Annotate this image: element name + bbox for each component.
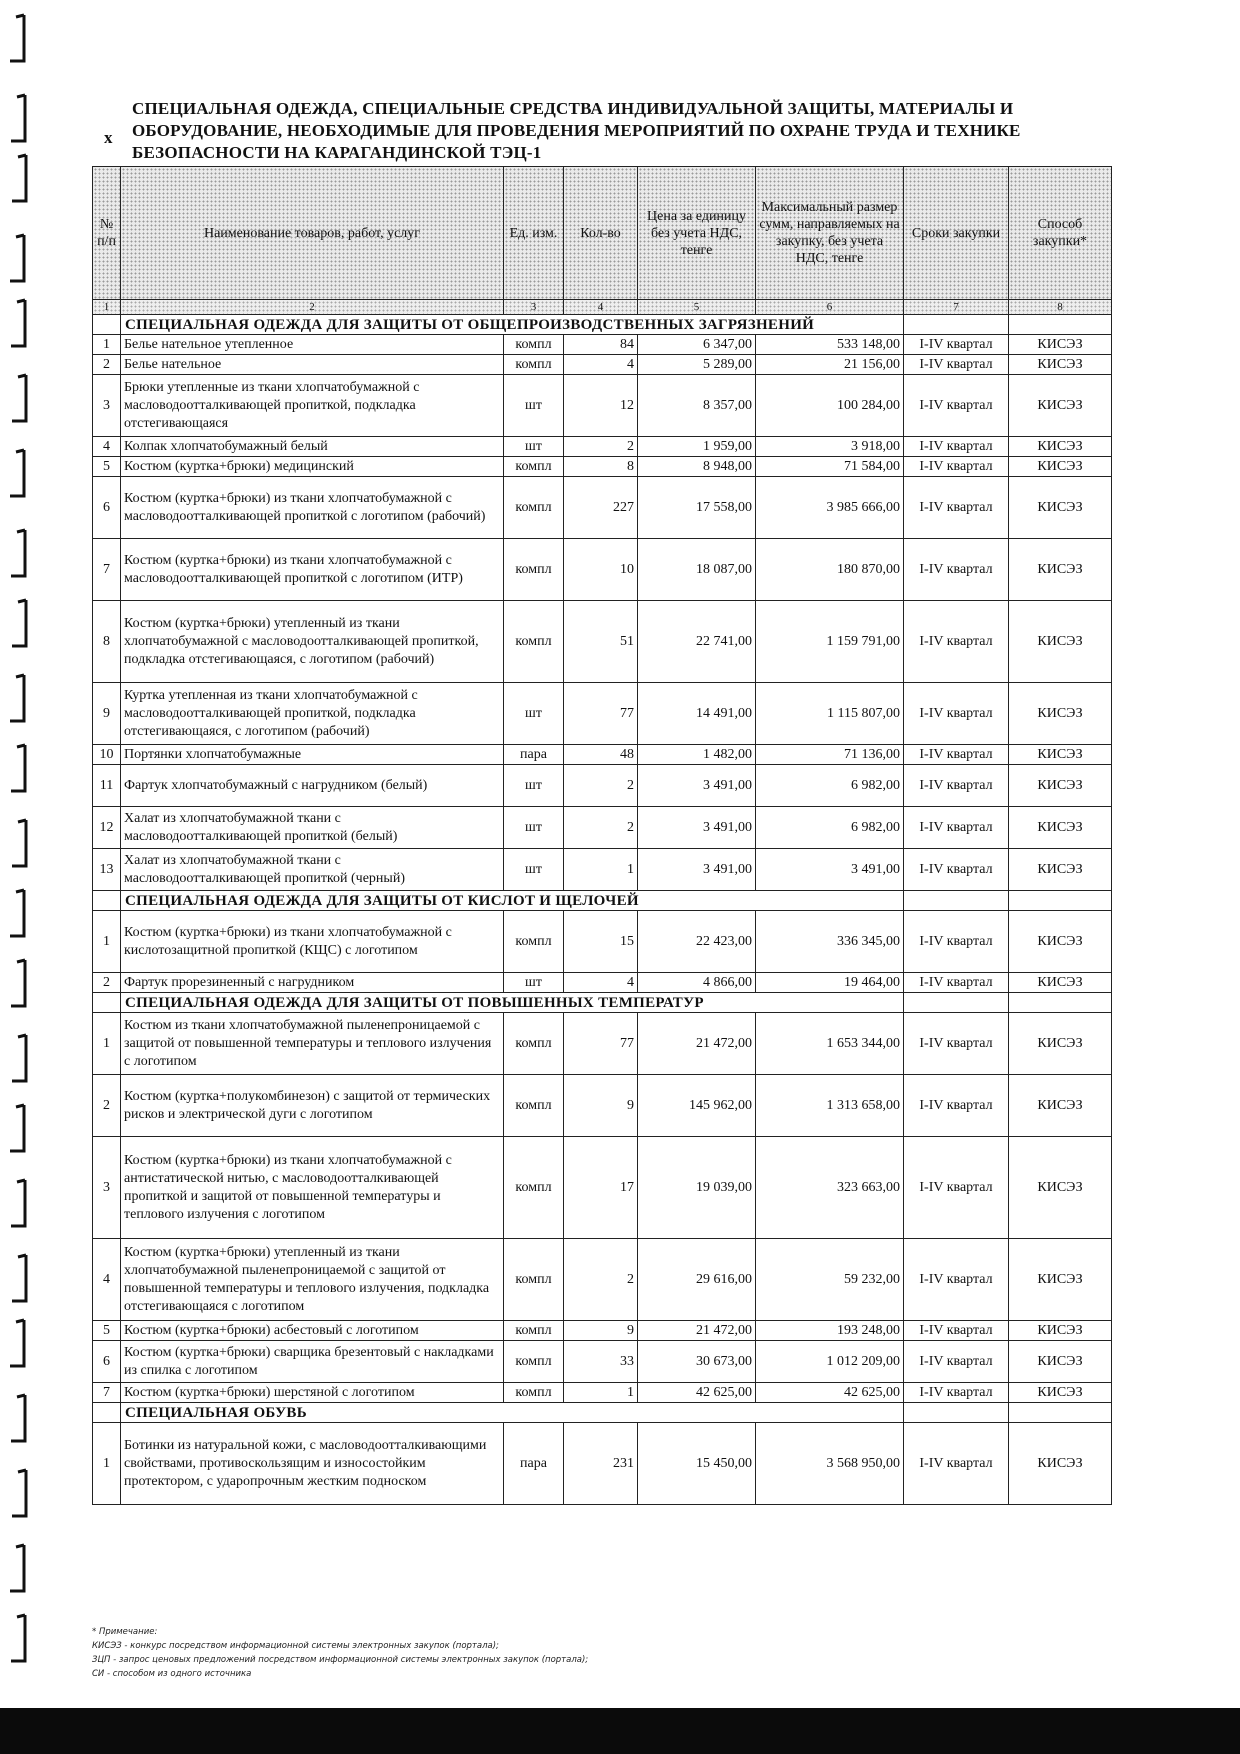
section-empty-cell — [904, 1403, 1009, 1423]
max-sum: 1 159 791,00 — [756, 601, 904, 683]
max-sum: 6 982,00 — [756, 807, 904, 849]
table-row — [93, 1075, 1112, 1137]
binding-mark — [11, 1180, 25, 1226]
unit-price: 145 962,00 — [638, 1075, 756, 1137]
unit-of-measure: компл — [504, 1239, 564, 1321]
row-number: 1 — [93, 1423, 121, 1505]
unit-price: 4 866,00 — [638, 973, 756, 993]
section-num-cell — [93, 891, 121, 911]
row-number: 2 — [93, 973, 121, 993]
quantity: 77 — [564, 1013, 638, 1075]
max-sum: 193 248,00 — [756, 1321, 904, 1341]
scan-bottom-edge — [0, 1708, 1240, 1754]
unit-of-measure: шт — [504, 973, 564, 993]
table-row — [93, 1137, 1112, 1239]
procurement-method: КИСЭЗ — [1009, 601, 1112, 683]
row-number: 5 — [93, 457, 121, 477]
unit-price: 8 948,00 — [638, 457, 756, 477]
procurement-period: I-IV квартал — [904, 683, 1009, 745]
section-empty-cell — [1009, 315, 1112, 335]
unit-of-measure: шт — [504, 849, 564, 891]
procurement-period: I-IV квартал — [904, 437, 1009, 457]
procurement-method: КИСЭЗ — [1009, 1075, 1112, 1137]
row-number: 6 — [93, 1341, 121, 1383]
row-number: 6 — [93, 477, 121, 539]
procurement-period: I-IV квартал — [904, 539, 1009, 601]
item-name: Куртка утепленная из ткани хлопчатобумажной с масловодоотталкивающей пропиткой, подкладка отстегивающаяся, с логотипом (рабочий) — [121, 683, 504, 745]
max-sum: 59 232,00 — [756, 1239, 904, 1321]
binding-mark — [10, 235, 24, 281]
unit-price: 21 472,00 — [638, 1013, 756, 1075]
item-name: Белье нательное — [121, 355, 504, 375]
unit-price: 3 491,00 — [638, 765, 756, 807]
procurement-method: КИСЭЗ — [1009, 1239, 1112, 1321]
table-row — [93, 1239, 1112, 1321]
binding-mark — [11, 960, 25, 1006]
column-number: 8 — [1009, 300, 1112, 315]
procurement-method: КИСЭЗ — [1009, 457, 1112, 477]
unit-price: 3 491,00 — [638, 849, 756, 891]
procurement-period: I-IV квартал — [904, 973, 1009, 993]
binding-mark — [10, 890, 24, 936]
section-empty-cell — [904, 993, 1009, 1013]
table-body — [93, 315, 1112, 1505]
binding-mark — [10, 1105, 24, 1151]
section-num-cell — [93, 993, 121, 1013]
procurement-method: КИСЭЗ — [1009, 1423, 1112, 1505]
binding-mark — [10, 15, 24, 61]
binding-mark — [10, 675, 24, 721]
binding-mark — [12, 1470, 26, 1516]
max-sum: 336 345,00 — [756, 911, 904, 973]
unit-price: 22 741,00 — [638, 601, 756, 683]
unit-of-measure: компл — [504, 1321, 564, 1341]
column-number-row — [93, 300, 1112, 315]
procurement-method: КИСЭЗ — [1009, 437, 1112, 457]
item-name: Портянки хлопчатобумажные — [121, 745, 504, 765]
item-name: Брюки утепленные из ткани хлопчатобумажной с масловодоотталкивающей пропиткой, подкладка отстегивающаяся — [121, 375, 504, 437]
binding-mark — [12, 1255, 26, 1301]
quantity: 9 — [564, 1075, 638, 1137]
item-name: Костюм (куртка+брюки) шерстяной с логотипом — [121, 1383, 504, 1403]
item-name: Костюм (куртка+брюки) сварщика брезентовый с накладками из спилка с логотипом — [121, 1341, 504, 1383]
row-number: 1 — [93, 335, 121, 355]
header-max-sum: Максимальный размер сумм, направляемых на закупку, без учета НДС, тенге — [756, 167, 904, 300]
item-name: Белье нательное утепленное — [121, 335, 504, 355]
binding-mark — [10, 1545, 24, 1591]
row-number: 5 — [93, 1321, 121, 1341]
section-title: СПЕЦИАЛЬНАЯ ОДЕЖДА ДЛЯ ЗАЩИТЫ ОТ КИСЛОТ И ЩЕЛОЧЕЙ — [121, 891, 904, 911]
unit-price: 15 450,00 — [638, 1423, 756, 1505]
quantity: 2 — [564, 765, 638, 807]
item-name: Костюм (куртка+брюки) из ткани хлопчатобумажной с масловодоотталкивающей пропиткой с логотипом (ИТР) — [121, 539, 504, 601]
table-row — [93, 457, 1112, 477]
unit-price: 21 472,00 — [638, 1321, 756, 1341]
row-number: 2 — [93, 355, 121, 375]
procurement-period: I-IV квартал — [904, 1239, 1009, 1321]
section-header-row — [93, 315, 1112, 335]
header-num: № п/п — [93, 167, 121, 300]
max-sum: 3 918,00 — [756, 437, 904, 457]
quantity: 1 — [564, 1383, 638, 1403]
unit-price: 42 625,00 — [638, 1383, 756, 1403]
quantity: 17 — [564, 1137, 638, 1239]
table-row — [93, 335, 1112, 355]
section-num-cell — [93, 1403, 121, 1423]
unit-of-measure: компл — [504, 539, 564, 601]
quantity: 4 — [564, 973, 638, 993]
procurement-method: КИСЭЗ — [1009, 375, 1112, 437]
row-number: 9 — [93, 683, 121, 745]
row-number: 2 — [93, 1075, 121, 1137]
quantity: 33 — [564, 1341, 638, 1383]
item-name: Халат из хлопчатобумажной ткани с масловодоотталкивающей пропиткой (черный) — [121, 849, 504, 891]
max-sum: 3 491,00 — [756, 849, 904, 891]
unit-of-measure: пара — [504, 1423, 564, 1505]
unit-of-measure: шт — [504, 437, 564, 457]
procurement-period: I-IV квартал — [904, 1013, 1009, 1075]
section-empty-cell — [1009, 993, 1112, 1013]
spiral-binding-marks — [0, 0, 60, 1680]
unit-of-measure: компл — [504, 1013, 564, 1075]
procurement-method: КИСЭЗ — [1009, 1341, 1112, 1383]
binding-mark — [10, 1320, 24, 1366]
unit-of-measure: шт — [504, 375, 564, 437]
max-sum: 3 568 950,00 — [756, 1423, 904, 1505]
unit-of-measure: компл — [504, 1341, 564, 1383]
binding-mark — [11, 745, 25, 791]
binding-mark — [12, 600, 26, 646]
procurement-period: I-IV квартал — [904, 477, 1009, 539]
item-name: Костюм (куртка+брюки) из ткани хлопчатобумажной с антистатической нитью, с масловодоотталкивающей пропиткой и защитой от повышенной температуры и теплового излучения с логотипом — [121, 1137, 504, 1239]
procurement-period: I-IV квартал — [904, 1137, 1009, 1239]
row-number: 1 — [93, 1013, 121, 1075]
procurement-period: I-IV квартал — [904, 355, 1009, 375]
max-sum: 71 584,00 — [756, 457, 904, 477]
procurement-method: КИСЭЗ — [1009, 807, 1112, 849]
table-row — [93, 601, 1112, 683]
table-row — [93, 375, 1112, 437]
margin-mark: х — [104, 128, 113, 147]
quantity: 2 — [564, 437, 638, 457]
header-period: Сроки закупки — [904, 167, 1009, 300]
max-sum: 19 464,00 — [756, 973, 904, 993]
procurement-period: I-IV квартал — [904, 335, 1009, 355]
procurement-method: КИСЭЗ — [1009, 477, 1112, 539]
quantity: 77 — [564, 683, 638, 745]
table-row — [93, 355, 1112, 375]
column-number: 4 — [564, 300, 638, 315]
max-sum: 6 982,00 — [756, 765, 904, 807]
section-num-cell — [93, 315, 121, 335]
binding-mark — [11, 1615, 25, 1661]
unit-of-measure: компл — [504, 457, 564, 477]
footnotes — [92, 1625, 792, 1681]
quantity: 8 — [564, 457, 638, 477]
procurement-method: КИСЭЗ — [1009, 683, 1112, 745]
procurement-method: КИСЭЗ — [1009, 849, 1112, 891]
column-number: 7 — [904, 300, 1009, 315]
binding-mark — [12, 375, 26, 421]
quantity: 2 — [564, 1239, 638, 1321]
header-price: Цена за единицу без учета НДС, тенге — [638, 167, 756, 300]
item-name: Костюм (куртка+брюки) из ткани хлопчатобумажной с масловодоотталкивающей пропиткой с логотипом (рабочий) — [121, 477, 504, 539]
section-empty-cell — [904, 315, 1009, 335]
binding-mark — [11, 1395, 25, 1441]
unit-price: 22 423,00 — [638, 911, 756, 973]
unit-of-measure: шт — [504, 807, 564, 849]
procurement-method: КИСЭЗ — [1009, 1137, 1112, 1239]
footnote-line: ЗЦП - запрос ценовых предложений посредством информационной системы электронных закупок (портала); — [92, 1655, 589, 1665]
item-name: Костюм (куртка+брюки) из ткани хлопчатобумажной с кислотозащитной пропиткой (КЩС) с логотипом — [121, 911, 504, 973]
unit-price: 8 357,00 — [638, 375, 756, 437]
max-sum: 1 115 807,00 — [756, 683, 904, 745]
header-name: Наименование товаров, работ, услуг — [121, 167, 504, 300]
document-title: СПЕЦИАЛЬНАЯ ОДЕЖДА, СПЕЦИАЛЬНЫЕ СРЕДСТВА ИНДИВИДУАЛЬНОЙ ЗАЩИТЫ, МАТЕРИАЛЫ И ОБОРУДОВАНИЕ, НЕОБХОДИМЫЕ ДЛЯ ПРОВЕДЕНИЯ МЕРОПРИЯТИЙ ПО ОХРАНЕ ТРУДА И ТЕХНИКЕ БЕЗОПАСНОСТИ НА КАРАГАНДИНСКОЙ ТЭЦ-1 — [132, 99, 1021, 162]
column-number: 5 — [638, 300, 756, 315]
row-number: 1 — [93, 911, 121, 973]
quantity: 231 — [564, 1423, 638, 1505]
table-row — [93, 437, 1112, 457]
table-row — [93, 745, 1112, 765]
procurement-method: КИСЭЗ — [1009, 539, 1112, 601]
binding-mark — [10, 450, 24, 496]
table-row — [93, 477, 1112, 539]
max-sum: 180 870,00 — [756, 539, 904, 601]
unit-of-measure: компл — [504, 1383, 564, 1403]
item-name: Костюм из ткани хлопчатобумажной пыленепроницаемой с защитой от повышенной температуры и теплового излучения с логотипом — [121, 1013, 504, 1075]
max-sum: 3 985 666,00 — [756, 477, 904, 539]
quantity: 2 — [564, 807, 638, 849]
procurement-period: I-IV квартал — [904, 911, 1009, 973]
binding-mark — [12, 1035, 26, 1081]
procurement-period: I-IV квартал — [904, 457, 1009, 477]
header-method: Способ закупки* — [1009, 167, 1112, 300]
unit-of-measure: компл — [504, 601, 564, 683]
max-sum: 100 284,00 — [756, 375, 904, 437]
unit-of-measure: компл — [504, 1075, 564, 1137]
row-number: 7 — [93, 539, 121, 601]
unit-price: 17 558,00 — [638, 477, 756, 539]
row-number: 13 — [93, 849, 121, 891]
procurement-period: I-IV квартал — [904, 375, 1009, 437]
max-sum: 533 148,00 — [756, 335, 904, 355]
procurement-period: I-IV квартал — [904, 765, 1009, 807]
row-number: 12 — [93, 807, 121, 849]
unit-of-measure: шт — [504, 765, 564, 807]
row-number: 4 — [93, 1239, 121, 1321]
quantity: 51 — [564, 601, 638, 683]
max-sum: 323 663,00 — [756, 1137, 904, 1239]
procurement-period: I-IV квартал — [904, 1423, 1009, 1505]
procurement-method: КИСЭЗ — [1009, 335, 1112, 355]
unit-price: 18 087,00 — [638, 539, 756, 601]
unit-of-measure: компл — [504, 355, 564, 375]
max-sum: 1 653 344,00 — [756, 1013, 904, 1075]
item-name: Колпак хлопчатобумажный белый — [121, 437, 504, 457]
quantity: 1 — [564, 849, 638, 891]
binding-mark — [11, 95, 25, 141]
footnote-line: СИ - способом из одного источника — [92, 1669, 252, 1679]
binding-mark — [12, 155, 26, 201]
unit-of-measure: компл — [504, 477, 564, 539]
item-name: Фартук прорезиненный с нагрудником — [121, 973, 504, 993]
procurement-method: КИСЭЗ — [1009, 355, 1112, 375]
procurement-period: I-IV квартал — [904, 601, 1009, 683]
row-number: 3 — [93, 1137, 121, 1239]
item-name: Костюм (куртка+брюки) утепленный из ткани хлопчатобумажной пыленепроницаемой с защитой от повышенной температуры и теплового излучения, подкладка отстегивающаяся с логотипом — [121, 1239, 504, 1321]
max-sum: 42 625,00 — [756, 1383, 904, 1403]
section-empty-cell — [1009, 1403, 1112, 1423]
section-header-row — [93, 993, 1112, 1013]
header-qty: Кол-во — [564, 167, 638, 300]
max-sum: 71 136,00 — [756, 745, 904, 765]
item-name: Фартук хлопчатобумажный с нагрудником (белый) — [121, 765, 504, 807]
procurement-method: КИСЭЗ — [1009, 1321, 1112, 1341]
row-number: 11 — [93, 765, 121, 807]
procurement-period: I-IV квартал — [904, 849, 1009, 891]
column-number: 3 — [504, 300, 564, 315]
table-row — [93, 911, 1112, 973]
table-row — [93, 1341, 1112, 1383]
item-name: Ботинки из натуральной кожи, с масловодоотталкивающими свойствами, противоскользящим и износостойким протектором, с ударопрочным жестким подноском — [121, 1423, 504, 1505]
binding-mark — [11, 530, 25, 576]
table-row — [93, 1321, 1112, 1341]
quantity: 9 — [564, 1321, 638, 1341]
section-title: СПЕЦИАЛЬНАЯ ОБУВЬ — [121, 1403, 904, 1423]
item-name: Костюм (куртка+брюки) асбестовый с логотипом — [121, 1321, 504, 1341]
quantity: 10 — [564, 539, 638, 601]
procurement-period: I-IV квартал — [904, 1075, 1009, 1137]
procurement-period: I-IV квартал — [904, 1383, 1009, 1403]
column-number: 1 — [93, 300, 121, 315]
unit-price: 6 347,00 — [638, 335, 756, 355]
item-name: Костюм (куртка+брюки) утепленный из ткани хлопчатобумажной с масловодоотталкивающей пропиткой, подкладка отстегивающаяся, с логотипом (рабочий) — [121, 601, 504, 683]
quantity: 12 — [564, 375, 638, 437]
unit-price: 14 491,00 — [638, 683, 756, 745]
unit-of-measure: пара — [504, 745, 564, 765]
row-number: 8 — [93, 601, 121, 683]
row-number: 10 — [93, 745, 121, 765]
procurement-method: КИСЭЗ — [1009, 1013, 1112, 1075]
row-number: 7 — [93, 1383, 121, 1403]
unit-of-measure: компл — [504, 335, 564, 355]
procurement-method: КИСЭЗ — [1009, 765, 1112, 807]
table-row — [93, 807, 1112, 849]
binding-mark — [11, 300, 25, 346]
item-name: Костюм (куртка+полукомбинезон) с защитой от термических рисков и электрической дуги с логотипом — [121, 1075, 504, 1137]
procurement-period: I-IV квартал — [904, 745, 1009, 765]
max-sum: 21 156,00 — [756, 355, 904, 375]
item-name: Халат из хлопчатобумажной ткани с масловодоотталкивающей пропиткой (белый) — [121, 807, 504, 849]
column-number: 6 — [756, 300, 904, 315]
table-row — [93, 1383, 1112, 1403]
procurement-method: КИСЭЗ — [1009, 1383, 1112, 1403]
unit-price: 29 616,00 — [638, 1239, 756, 1321]
footnote-line: КИСЭЗ - конкурс посредством информационной системы электронных закупок (портала); — [92, 1641, 499, 1651]
row-number: 4 — [93, 437, 121, 457]
procurement-method: КИСЭЗ — [1009, 973, 1112, 993]
section-title: СПЕЦИАЛЬНАЯ ОДЕЖДА ДЛЯ ЗАЩИТЫ ОТ ОБЩЕПРОИЗВОДСТВЕННЫХ ЗАГРЯЗНЕНИЙ — [121, 315, 904, 335]
unit-of-measure: шт — [504, 683, 564, 745]
quantity: 4 — [564, 355, 638, 375]
procurement-table — [92, 166, 1112, 1505]
row-number: 3 — [93, 375, 121, 437]
quantity: 84 — [564, 335, 638, 355]
column-number: 2 — [121, 300, 504, 315]
table-row — [93, 849, 1112, 891]
max-sum: 1 313 658,00 — [756, 1075, 904, 1137]
quantity: 227 — [564, 477, 638, 539]
footnote-heading: * Примечание: — [92, 1627, 158, 1637]
unit-price: 30 673,00 — [638, 1341, 756, 1383]
unit-price: 19 039,00 — [638, 1137, 756, 1239]
binding-mark — [12, 820, 26, 866]
procurement-method: КИСЭЗ — [1009, 745, 1112, 765]
item-name: Костюм (куртка+брюки) медицинский — [121, 457, 504, 477]
procurement-method: КИСЭЗ — [1009, 911, 1112, 973]
table-row — [93, 539, 1112, 601]
procurement-period: I-IV квартал — [904, 807, 1009, 849]
unit-price: 1 482,00 — [638, 745, 756, 765]
quantity: 15 — [564, 911, 638, 973]
section-title: СПЕЦИАЛЬНАЯ ОДЕЖДА ДЛЯ ЗАЩИТЫ ОТ ПОВЫШЕННЫХ ТЕМПЕРАТУР — [121, 993, 904, 1013]
table-row — [93, 973, 1112, 993]
header-unit: Ед. изм. — [504, 167, 564, 300]
table-row — [93, 1013, 1112, 1075]
quantity: 48 — [564, 745, 638, 765]
procurement-period: I-IV квартал — [904, 1321, 1009, 1341]
max-sum: 1 012 209,00 — [756, 1341, 904, 1383]
section-empty-cell — [1009, 891, 1112, 911]
table-header-row — [93, 167, 1112, 300]
section-empty-cell — [904, 891, 1009, 911]
table-row — [93, 683, 1112, 745]
procurement-period: I-IV квартал — [904, 1341, 1009, 1383]
section-header-row — [93, 891, 1112, 911]
unit-of-measure: компл — [504, 1137, 564, 1239]
unit-price: 5 289,00 — [638, 355, 756, 375]
unit-price: 1 959,00 — [638, 437, 756, 457]
table-row — [93, 765, 1112, 807]
table-row — [93, 1423, 1112, 1505]
unit-price: 3 491,00 — [638, 807, 756, 849]
section-header-row — [93, 1403, 1112, 1423]
unit-of-measure: компл — [504, 911, 564, 973]
